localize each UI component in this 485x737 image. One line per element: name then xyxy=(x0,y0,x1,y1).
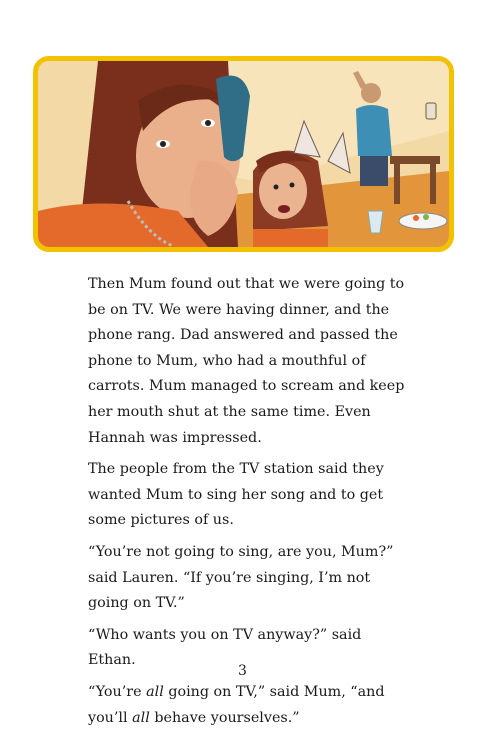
text-run: going on TV,” said Mum, “and you’ll xyxy=(88,683,385,726)
text-run: Then Mum found out that we were going to be on TV. We were having dinner, and the phone rang. Dad answered and passed the phone to Mum, who had a mouthful of carrots. Mum managed to scream and keep her mouth shut at the same time. Even Hannah was impressed. xyxy=(88,276,405,446)
story-paragraph xyxy=(88,457,410,534)
story-paragraph xyxy=(88,540,410,617)
page-number: 3 xyxy=(238,663,247,679)
story-paragraph xyxy=(88,272,410,451)
family-dinner-picture xyxy=(38,61,449,247)
text-run: “You’re xyxy=(88,683,147,700)
text-run: behave yourselves.” xyxy=(149,709,300,726)
text-run: “Who wants you on TV anyway?” said Ethan. xyxy=(88,626,362,669)
emphasis-text: all xyxy=(146,683,164,700)
text-run: The people from the TV station said they wanted Mum to sing her song and to get some pictures of us. xyxy=(88,461,384,529)
emphasis-text: all xyxy=(132,709,150,726)
story-paragraph xyxy=(88,680,410,731)
text-run: “You’re not going to sing, are you, Mum?” said Lauren. “If you’re singing, I’m not going on TV.” xyxy=(88,543,394,612)
story-illustration xyxy=(33,56,454,252)
